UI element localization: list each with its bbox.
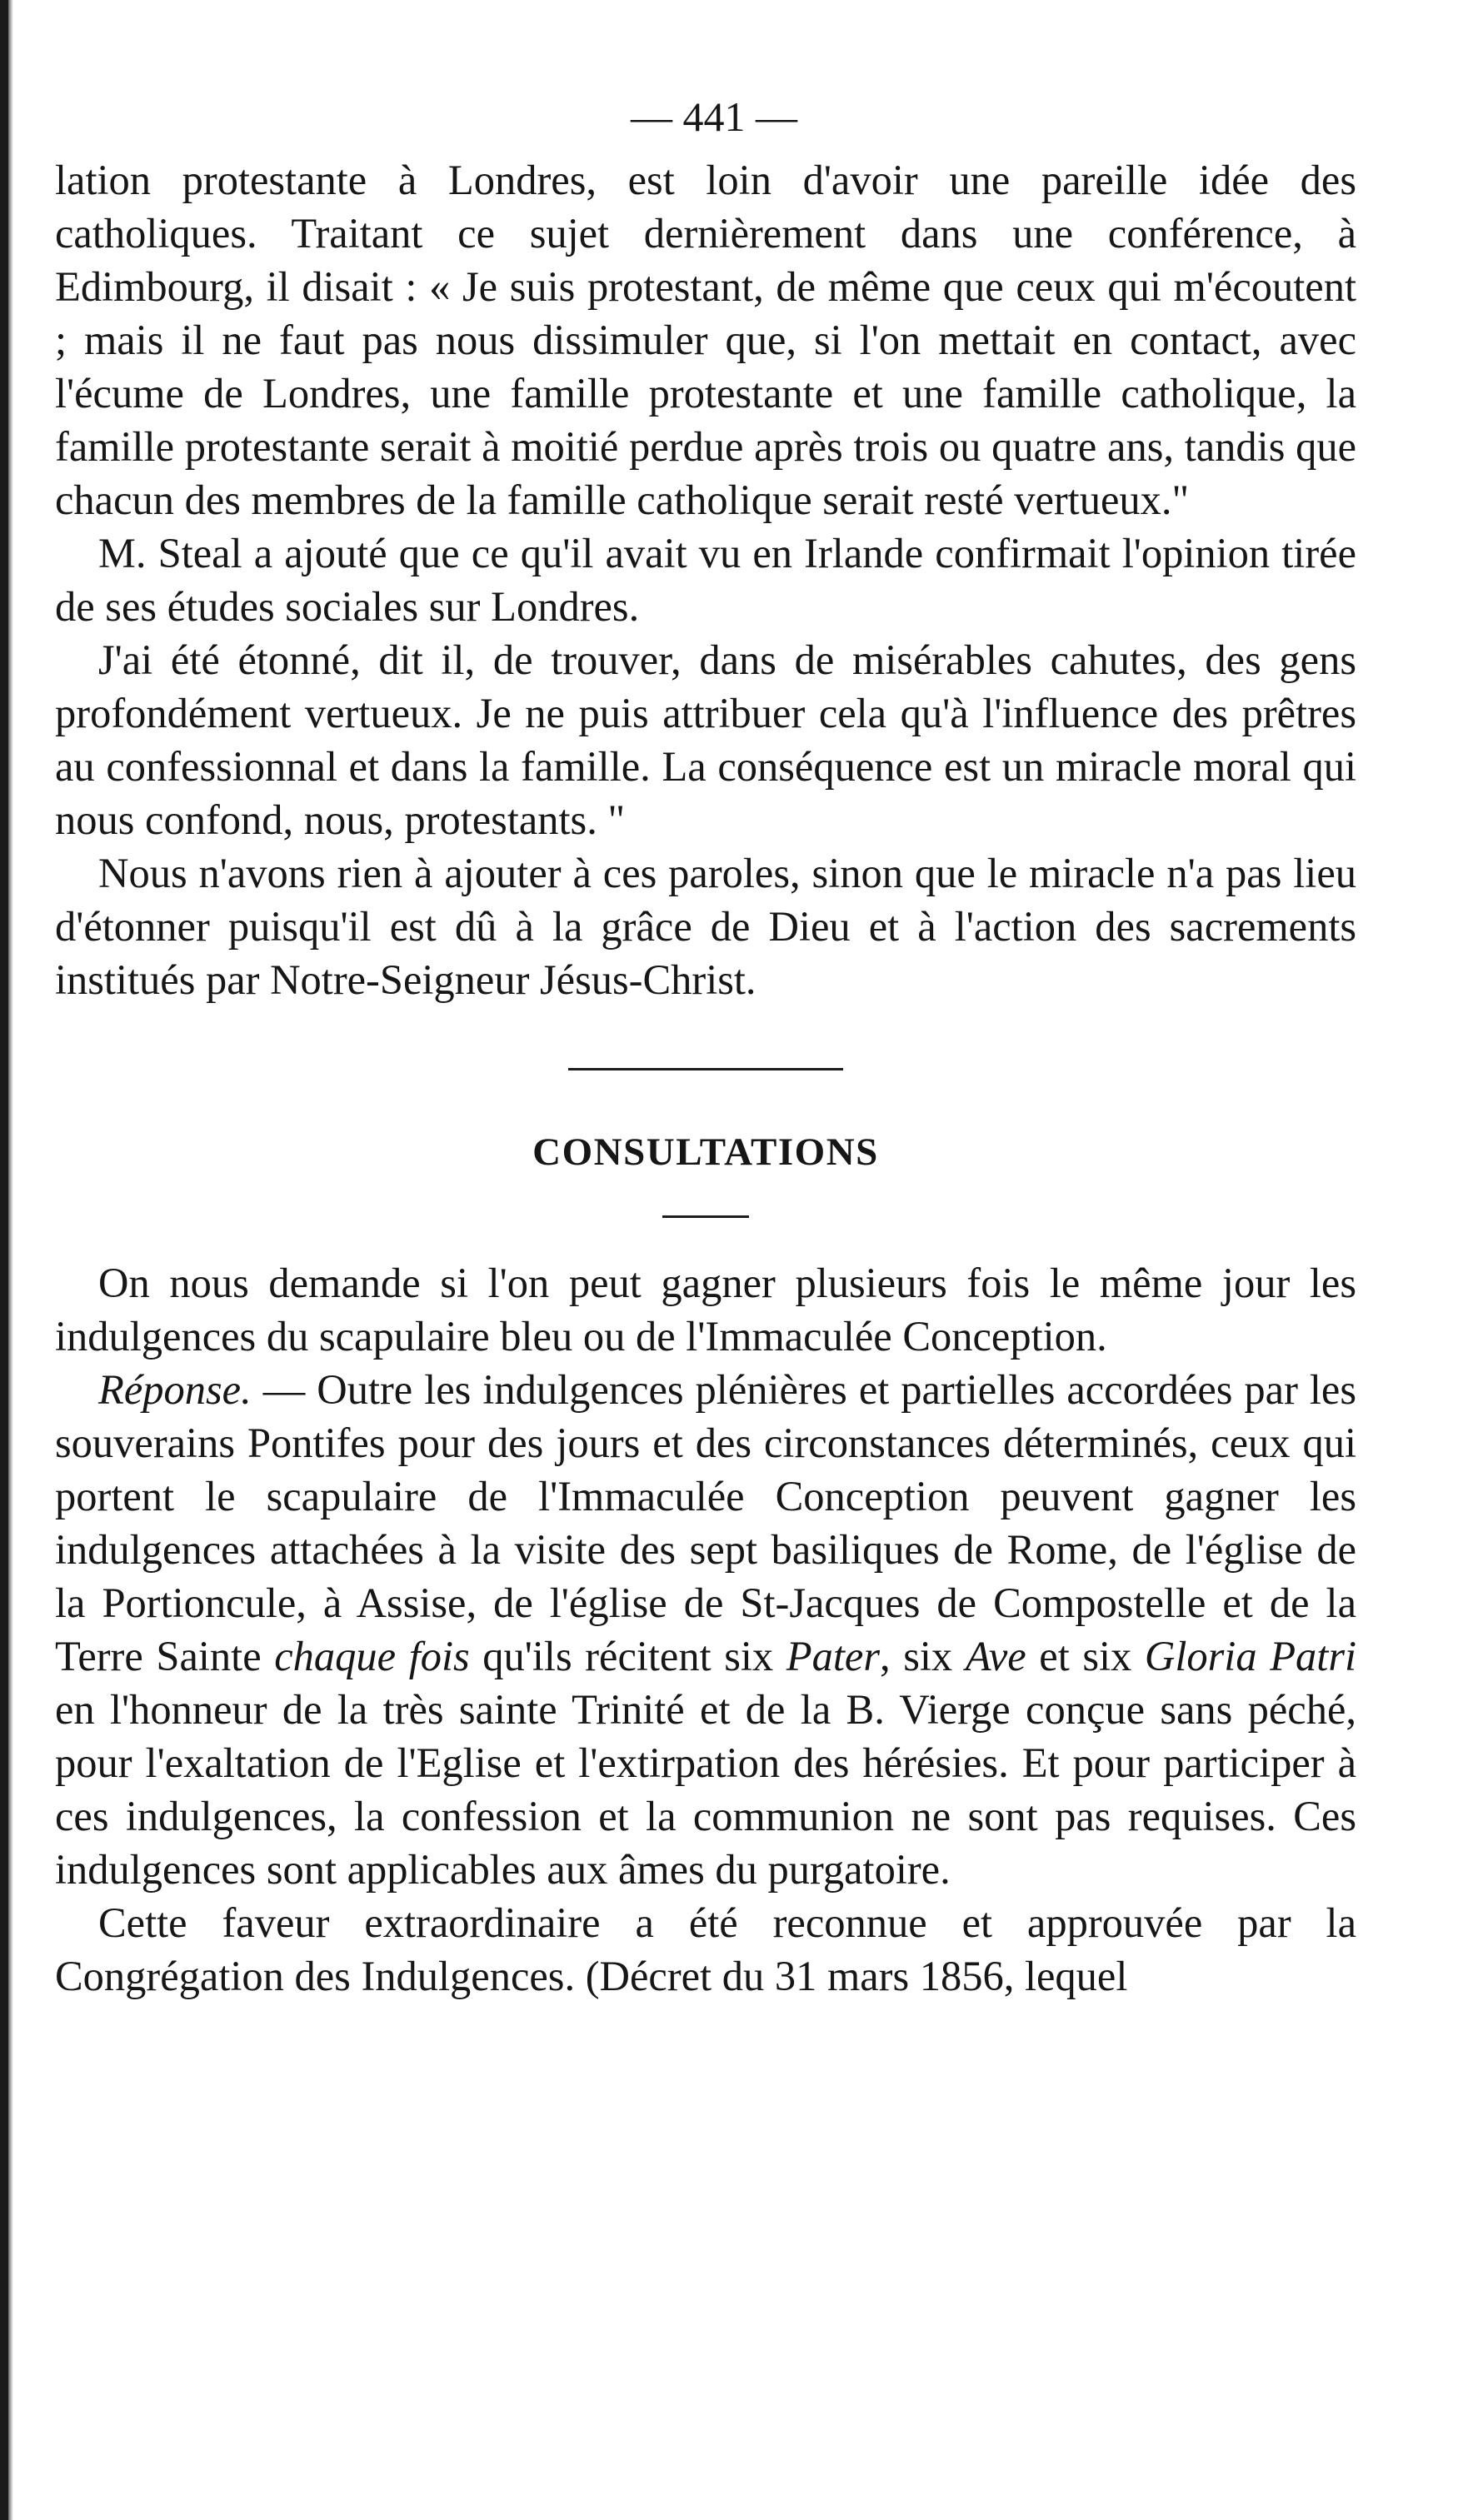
reponse-emphasis-chaque-fois: chaque fois (274, 1633, 470, 1679)
paragraph-quote: J'ai été étonné, dit il, de trouver, dans de misérables cahutes, des gens profondément vertueux. Je ne puis attribuer cela qu'à l'influence des prêtres au confessionnal et dans la famille. La conséquence est un miracle moral qui nous confond, nous, protestants. " (55, 636, 1356, 843)
reponse-emphasis-pater: Pater (786, 1633, 880, 1679)
question-paragraph: On nous demande si l'on peut gagner plusieurs fois le même jour les indulgences du scapulaire bleu ou de l'Immaculée Conception. (55, 1260, 1356, 1360)
reponse-emphasis-gloria-patri: Gloria Patri (1144, 1633, 1357, 1679)
title-underline (662, 1215, 749, 1218)
paragraph-steal: M. Steal a ajouté que ce qu'il avait vu en Irlande confirmait l'opinion tirée de ses études sociales sur Londres. (55, 530, 1356, 630)
reponse-text-a: — Outre les indulgences plénières et partielles accordées par les souverains Pontifes pour des jours et des circonstances déterminés, ceux qui portent le scapulaire de l'Immaculée Conception peuvent gagner les indulgences attachées à la visite des sept basiliques de Rome, de l'église de la Portioncule, à Assise, de l'église de St-Jacques de Compostelle et de la Terre Sainte (55, 1366, 1356, 1679)
article-text (55, 153, 1356, 1006)
reponse-text-b: qu'ils récitent six (469, 1633, 786, 1679)
reponse-label: Réponse. (98, 1366, 252, 1413)
section-title: CONSULTATIONS (532, 1130, 879, 1174)
paragraph-continued: lation protestante à Londres, est loin d'avoir une pareille idée des catholiques. Traitant ce sujet dernièrement dans une conférence, à Edimbourg, il disait : « Je suis protestant, de même que ceux qui m'écoutent ; mais il ne faut pas nous dissimuler que, si l'on mettait en contact, avec l'écume de Londres, une famille protestante et une famille catholique, la famille protestante serait à moitié perdue après trois ou quatre ans, tandis que chacun des membres de la famille catholique serait resté vertueux." (55, 157, 1356, 523)
section-divider (568, 1068, 843, 1070)
paragraph-conclusion: Nous n'avons rien à ajouter à ces paroles, sinon que le miracle n'a pas lieu d'étonner puisqu'il est dû à la grâce de Dieu et à l'action des sacrements institués par Notre-Seigneur Jésus-Christ. (55, 850, 1356, 1003)
scan-binding-shadow (8, 0, 13, 2520)
reponse-text-c: , six (879, 1633, 966, 1679)
reponse-text-e: en l'honneur de la très sainte Trinité et de la B. Vierge conçue sans péché, pour l'exaltation de l'Eglise et l'extirpation des hérésies. Et pour participer à ces indulgences, la confession et la communion ne sont pas requises. Ces indulgences sont applicables aux âmes du purgatoire. (55, 1686, 1356, 1893)
page-number: — 441 — (631, 93, 797, 140)
reponse-text-d: et six (1026, 1633, 1145, 1679)
consultations-text (55, 1256, 1356, 2003)
decree-paragraph: Cette faveur extraordinaire a été reconnue et approuvée par la Congrégation des Indulgences. (Décret du 31 mars 1856, lequel (55, 1899, 1356, 1999)
reponse-emphasis-ave: Ave (965, 1633, 1026, 1679)
scan-binding-edge (0, 0, 8, 2520)
page-body (55, 83, 1356, 2003)
reponse-paragraph (55, 1363, 1356, 1896)
